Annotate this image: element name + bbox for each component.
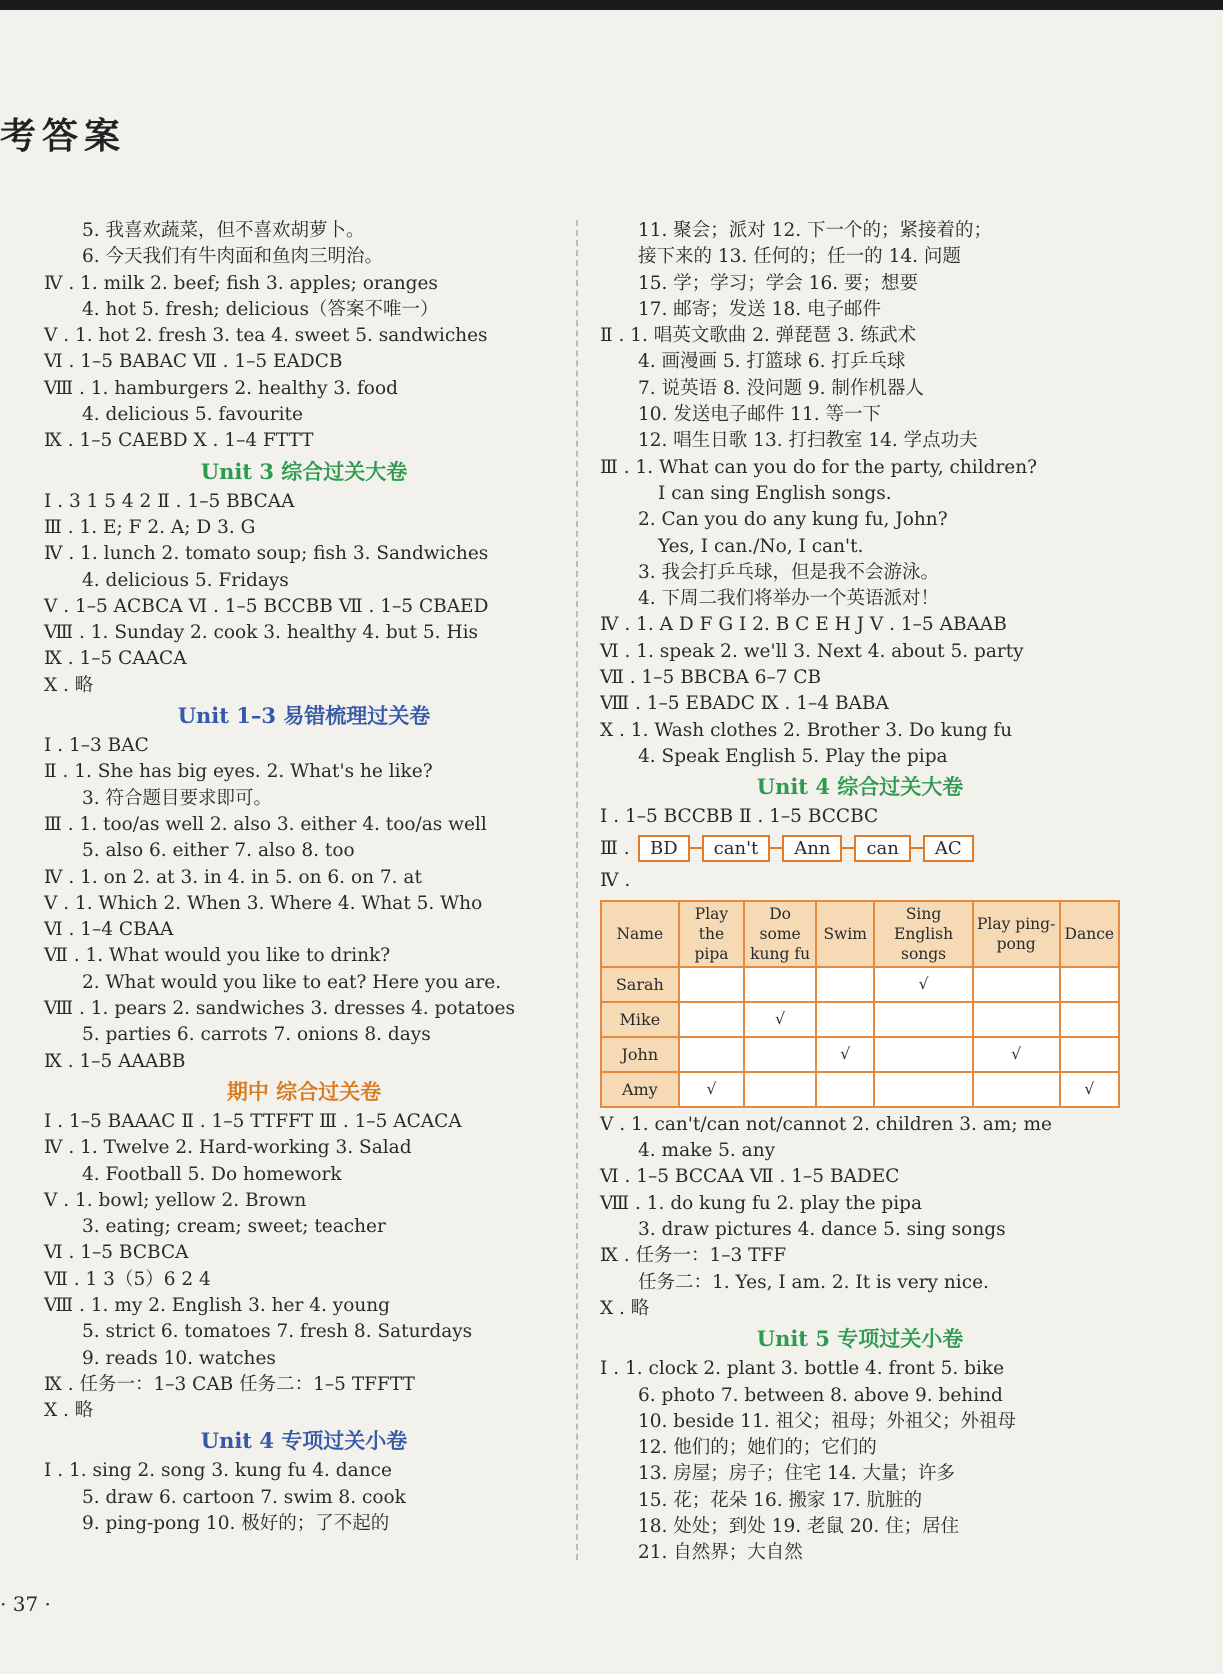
answer-line: 4. delicious 5. favourite (82, 404, 303, 426)
answer-line: Ⅷ . 1. pears 2. sandwiches 3. dresses 4. potatoes (44, 998, 515, 1020)
table-header-cell: Swim (816, 901, 874, 967)
right-column-top (600, 218, 1120, 831)
answer-line: Ⅸ . 1–5 CAEBD Ⅹ . 1–4 FTTT (44, 430, 314, 452)
page-title: 考答案 (0, 115, 127, 157)
table-check-cell (816, 1002, 874, 1037)
answer-line: Ⅷ . 1–5 EBADC Ⅸ . 1–4 BABA (600, 693, 889, 715)
answer-line: 2. Can you do any kung fu, John? (638, 509, 948, 531)
table-header-cell: Dance (1060, 901, 1119, 967)
answer-line: Ⅲ . 1. What can you do for the party, children? (600, 456, 1038, 478)
answer-line: 5. also 6. either 7. also 8. too (82, 840, 355, 862)
answer-line: Ⅹ . 1. Wash clothes 2. Brother 3. Do kung fu (600, 719, 1013, 741)
table-check-cell (1060, 1037, 1119, 1072)
table-check-cell: √ (973, 1037, 1060, 1072)
table-check-cell: √ (816, 1037, 874, 1072)
chain-connector (842, 847, 854, 849)
answer-line: Ⅳ . 1. milk 2. beef; fish 3. apples; oranges (44, 272, 438, 294)
answer-line: 10. beside 11. 祖父；祖母；外祖父；外祖母 (638, 1410, 1016, 1432)
answer-line: Ⅴ . 1. hot 2. fresh 3. tea 4. sweet 5. sandwiches (44, 325, 488, 347)
top-edge-bar (0, 0, 1223, 10)
answer-line: 9. reads 10. watches (82, 1347, 276, 1369)
answer-line: Ⅲ . 1. too/as well 2. also 3. either 4. too/as well (44, 813, 487, 835)
table-header-cell: Name (601, 901, 679, 967)
answer-line: Ⅶ . 1–5 BBCBA 6–7 CB (600, 667, 822, 689)
table-check-cell (679, 1037, 745, 1072)
answer-line: 18. 处处；到处 19. 老鼠 20. 住；居住 (638, 1515, 960, 1537)
table-row (601, 1037, 1119, 1072)
answer-line: Ⅰ . 1–3 BAC (44, 735, 149, 757)
answer-line: Ⅵ . 1–4 CBAA (44, 919, 174, 941)
table-name-cell: Mike (601, 1002, 679, 1037)
answer-line: 5. draw 6. cartoon 7. swim 8. cook (82, 1486, 406, 1508)
table-check-cell (744, 1072, 816, 1107)
chain-connector (690, 847, 702, 849)
answer-line: 10. 发送电子邮件 11. 等一下 (638, 404, 881, 426)
answer-line: 3. eating; cream; sweet; teacher (82, 1216, 386, 1238)
page-number: · 37 · (0, 1592, 51, 1616)
section-heading: Unit 3 综合过关大卷 (200, 458, 408, 484)
column-divider (576, 220, 578, 1560)
answer-line: 2. What would you like to eat? Here you are. (82, 971, 502, 993)
table-row (601, 967, 1119, 1002)
section-heading: 期中 综合过关卷 (226, 1078, 382, 1104)
answer-line: Ⅳ . 1. lunch 2. tomato soup; fish 3. Sandwiches (44, 543, 489, 565)
answer-line: Ⅷ . 1. hamburgers 2. healthy 3. food (44, 377, 398, 399)
answer-line: 6. 今天我们有牛肉面和鱼肉三明治。 (82, 246, 384, 268)
section-heading: Unit 4 综合过关大卷 (756, 774, 964, 800)
answer-line: Ⅴ . 1–5 ACBCA Ⅵ . 1–5 BCCBB Ⅶ . 1–5 CBAED (44, 595, 489, 617)
answer-line: 4. Football 5. Do homework (82, 1163, 342, 1185)
table-check-cell (1060, 1002, 1119, 1037)
answer-line: 17. 邮寄；发送 18. 电子邮件 (638, 298, 881, 320)
answer-line: 5. 我喜欢蔬菜，但不喜欢胡萝卜。 (82, 220, 365, 241)
activity-table (600, 900, 1120, 1108)
answer-line: Ⅸ . 任务一：1–3 TFF (600, 1245, 787, 1267)
answer-line: 12. 他们的；她们的；它们的 (638, 1437, 877, 1459)
table-header-cell: Do some kung fu (744, 901, 816, 967)
answer-line: Ⅵ . 1–5 BCBCA (44, 1242, 189, 1264)
chain-item: BD (638, 835, 690, 862)
answer-line: Ⅷ . 1. Sunday 2. cook 3. healthy 4. but 5. His (44, 622, 478, 644)
answer-line: Ⅹ . 略 (44, 1400, 94, 1422)
answer-line: Ⅷ . 1. do kung fu 2. play the pipa (600, 1192, 923, 1214)
table-row (601, 1002, 1119, 1037)
answer-line: 3. 符合题目要求即可。 (82, 787, 273, 809)
answer-line: 15. 花；花朵 16. 搬家 17. 肮脏的 (638, 1489, 923, 1511)
chain-item: Ann (782, 835, 842, 862)
answer-line: Ⅰ . 1–5 BCCBB Ⅱ . 1–5 BCCBC (600, 806, 879, 828)
table-name-cell: Amy (601, 1072, 679, 1107)
table-check-cell (874, 1002, 972, 1037)
answer-line: 9. ping-pong 10. 极好的；了不起的 (82, 1513, 390, 1535)
answer-line: Ⅴ . 1. bowl; yellow 2. Brown (44, 1189, 307, 1211)
answer-line: Ⅷ . 1. my 2. English 3. her 4. young (44, 1294, 391, 1316)
answer-line: Ⅵ . 1–5 BCCAA Ⅶ . 1–5 BADEC (600, 1166, 900, 1188)
answer-line: Ⅳ . 1. Twelve 2. Hard-working 3. Salad (44, 1137, 412, 1159)
answer-line: 13. 房屋；房子；住宅 14. 大量；许多 (638, 1463, 955, 1485)
answer-line: Ⅴ . 1. Which 2. When 3. Where 4. What 5. Who (44, 892, 483, 914)
answer-line: 15. 学；学习；学会 16. 要；想要 (638, 272, 918, 294)
answer-line: 5. parties 6. carrots 7. onions 8. days (82, 1024, 431, 1046)
table-check-cell (744, 1037, 816, 1072)
answer-line: I can sing English songs. (658, 482, 892, 504)
chain-item: can (854, 835, 910, 862)
table-check-cell (1060, 967, 1119, 1002)
table-header-row (601, 901, 1119, 967)
answer-line: Ⅸ . 任务一：1–3 CAB 任务二：1–5 TFFTT (44, 1373, 415, 1395)
answer-line: Ⅰ . 3 1 5 4 2 Ⅱ . 1–5 BBCAA (44, 490, 295, 512)
table-name-cell: John (601, 1037, 679, 1072)
table-check-cell: √ (1060, 1072, 1119, 1107)
answer-line: 21. 自然界；大自然 (638, 1542, 803, 1564)
answer-line: Yes, I can./No, I can't. (658, 535, 864, 557)
answer-line: Ⅹ . 略 (600, 1297, 650, 1319)
answer-line: 7. 说英语 8. 没问题 9. 制作机器人 (638, 377, 924, 399)
answer-line: Ⅲ . 1. E; F 2. A; D 3. G (44, 516, 256, 538)
answer-line: 4. make 5. any (638, 1140, 776, 1162)
table-check-cell (816, 1072, 874, 1107)
table-check-cell (973, 1002, 1060, 1037)
section-heading: Unit 1–3 易错梳理过关卷 (177, 703, 431, 729)
answer-line: 3. draw pictures 4. dance 5. sing songs (638, 1219, 1006, 1241)
table-check-cell (874, 1037, 972, 1072)
table-check-cell: √ (874, 967, 972, 1002)
answer-line: Ⅰ . 1–5 BAAAC Ⅱ . 1–5 TTFFT Ⅲ . 1–5 ACACA (44, 1110, 462, 1132)
table-check-cell (679, 1002, 745, 1037)
chain-item: AC (923, 835, 974, 862)
answer-line: 接下来的 13. 任何的；任一的 14. 问题 (638, 246, 961, 268)
answer-line: Ⅴ . 1. can't/can not/cannot 2. children 3. am; me (600, 1113, 1052, 1135)
right-column (600, 218, 1120, 1567)
answer-line: 4. hot 5. fresh; delicious（答案不唯一） (82, 298, 439, 320)
answer-line: Ⅶ . 1. What would you like to drink? (44, 945, 391, 967)
table-check-cell (744, 967, 816, 1002)
table-check-cell: √ (679, 1072, 745, 1107)
table-body (601, 967, 1119, 1107)
table-name-cell: Sarah (601, 967, 679, 1002)
answer-line: Ⅵ . 1–5 BABAC Ⅶ . 1–5 EADCB (44, 351, 343, 373)
table-row (601, 1072, 1119, 1107)
answer-line: 4. 画漫画 5. 打篮球 6. 打乒乓球 (638, 351, 906, 373)
answer-line: Ⅳ . 1. A D F G I 2. B C E H J Ⅴ . 1–5 ABAAB (600, 614, 1007, 636)
table-label: Ⅳ . (600, 869, 631, 891)
answer-line: 任务二：1. Yes, I am. 2. It is very nice. (638, 1271, 989, 1293)
chain-label: Ⅲ . (600, 837, 630, 859)
answer-line: Ⅳ . 1. on 2. at 3. in 4. in 5. on 6. on 7. at (44, 866, 422, 888)
answer-line: Ⅶ . 1 3（5）6 2 4 (44, 1268, 211, 1290)
answer-line: 6. photo 7. between 8. above 9. behind (638, 1384, 1003, 1406)
answer-line: Ⅰ . 1. sing 2. song 3. kung fu 4. dance (44, 1460, 392, 1482)
table-check-cell (973, 967, 1060, 1002)
table-header-cell: Play ping-pong (973, 901, 1060, 967)
table-header-cell: Sing English songs (874, 901, 972, 967)
answer-line: Ⅸ . 1–5 AAABB (44, 1050, 186, 1072)
table-header-cell: Play the pipa (679, 901, 745, 967)
table-check-cell (874, 1072, 972, 1107)
answer-line: 5. strict 6. tomatoes 7. fresh 8. Saturdays (82, 1321, 473, 1343)
chain-connector (911, 847, 923, 849)
answer-line: Ⅱ . 1. She has big eyes. 2. What's he like? (44, 761, 433, 783)
answer-line: Ⅸ . 1–5 CAACA (44, 648, 187, 670)
answer-line: Ⅱ . 1. 唱英文歌曲 2. 弹琵琶 3. 练武术 (600, 325, 917, 347)
answer-line: Ⅹ . 略 (44, 674, 94, 696)
answer-line: 12. 唱生日歌 13. 打扫教室 14. 学点功夫 (638, 430, 978, 452)
table-check-cell (679, 967, 745, 1002)
answer-line: Ⅰ . 1. clock 2. plant 3. bottle 4. front 5. bike (600, 1358, 1005, 1380)
answer-chain (600, 835, 1120, 862)
answer-line: 4. 下周二我们将举办一个英语派对！ (638, 588, 940, 610)
right-column-bottom (600, 1112, 1120, 1567)
answer-line: Ⅵ . 1. speak 2. we'll 3. Next 4. about 5. party (600, 640, 1024, 662)
chain-connector (770, 847, 782, 849)
answer-line: 4. delicious 5. Fridays (82, 569, 289, 591)
section-heading: Unit 4 专项过关小卷 (200, 1428, 408, 1454)
table-check-cell (816, 967, 874, 1002)
answer-line: 11. 聚会；派对 12. 下一个的；紧接着的； (638, 220, 992, 241)
table-check-cell: √ (744, 1002, 816, 1037)
chain-item: can't (702, 835, 771, 862)
left-column (44, 218, 564, 1537)
table-check-cell (973, 1072, 1060, 1107)
section-heading: Unit 5 专项过关小卷 (756, 1326, 964, 1352)
answer-line: 3. 我会打乒乓球，但是我不会游泳。 (638, 561, 940, 583)
answer-line: 4. Speak English 5. Play the pipa (638, 745, 948, 767)
